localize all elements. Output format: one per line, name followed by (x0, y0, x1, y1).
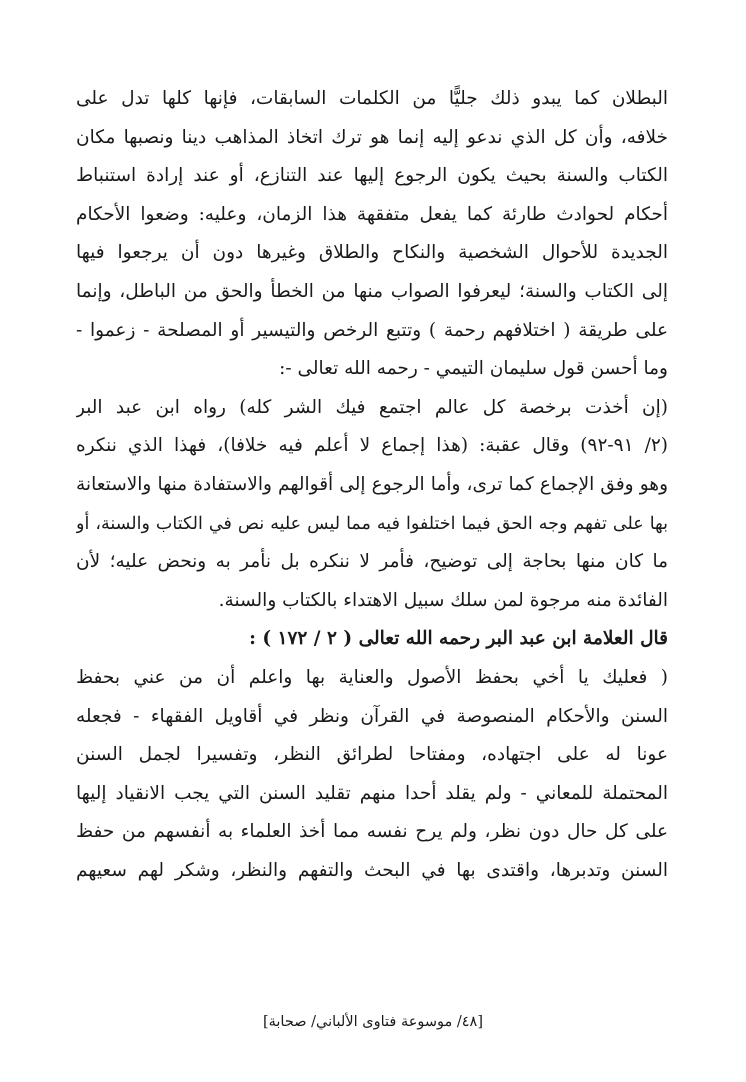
text-line: على طريقة ( اختلافهم رحمة ) وتتبع الرخص والتيسير أو المصلحة - زعموا - (76, 319, 668, 341)
text-line: خلافه، وأن كل الذي ندعو إليه إنما هو ترك اتخاذ المذاهب دينا ونصبها مكان (76, 126, 668, 148)
text-line: بها على تفهم وجه الحق فيما اختلفوا فيه مما ليس عليه نص في الكتاب والسنة، أو (76, 513, 668, 534)
text-line: إلى الكتاب والسنة؛ ليعرفوا الصواب منها من الخطأ والحق من الباطل، وإنما (76, 280, 668, 302)
text-line: الكتاب والسنة بحيث يكون الرجوع إليها عند التنازع، أو عند إرادة استنباط (76, 165, 668, 187)
text-line: وما أحسن قول سليمان التيمي - رحمه الله تعالى -: (279, 358, 668, 380)
text-line: الجديدة للأحوال الشخصية والنكاح والطلاق وغيرها دون أن يرجعوا فيها (76, 242, 668, 264)
text-line: ( فعليك يا أخي بحفظ الأصول والعناية بها واعلم أن من عني بحفظ (76, 666, 668, 688)
text-line: ما كان منها بحاجة إلى توضيح، فأمر لا ننكره بل نأمر به ونحض عليه؛ لأن (76, 551, 668, 573)
page-footer: [٤٨/ موسوعة فتاوى الألباني/ صحابة] (262, 1014, 484, 1030)
text-line: المحتملة للمعاني - ولم يقلد أحدا منهم تقليد السنن التي يجب الانقياد إليها (76, 782, 668, 804)
text-line: (إن أخذت برخصة كل عالم اجتمع فيك الشر كله) رواه ابن عبد البر (76, 396, 668, 418)
text-line: السنن وتدبرها، واقتدى بها في البحث والتفهم والنظر، وشكر لهم سعيهم (76, 859, 668, 881)
text-line: وهو وفق الإجماع كما ترى، وأما الرجوع إلى أقوالهم والاستفادة منها والاستعانة (76, 473, 668, 495)
section-heading: قال العلامة ابن عبد البر رحمه الله تعالى ( ٢ / ١٧٢ ) : (249, 628, 668, 650)
text-line: (٢/ ٩١-٩٢) وقال عقبة: (هذا إجماع لا أعلم فيه خلافا)، فهذا الذي ننكره (76, 435, 668, 457)
document-body (76, 80, 668, 890)
text-line: الفائدة منه مرجوة لمن سلك سبيل الاهتداء بالكتاب والسنة. (218, 589, 668, 611)
text-line: على كل حال دون نظر، ولم يرح نفسه مما أخذ العلماء به أنفسهم من حفظ (76, 821, 668, 843)
text-line: أحكام لحوادث طارئة كما يفعل متفقهة هذا الزمان، وعليه: وضعوا الأحكام (76, 203, 668, 225)
text-line: البطلان كما يبدو ذلك جليًّا من الكلمات السابقات، فإنها كلها تدل على (76, 88, 668, 109)
text-line: عونا له على اجتهاده، ومفتاحا لطرائق النظر، وتفسيرا لجمل السنن (76, 744, 668, 766)
text-line: السنن والأحكام المنصوصة في القرآن ونظر في أقاويل الفقهاء - فجعله (76, 705, 668, 727)
